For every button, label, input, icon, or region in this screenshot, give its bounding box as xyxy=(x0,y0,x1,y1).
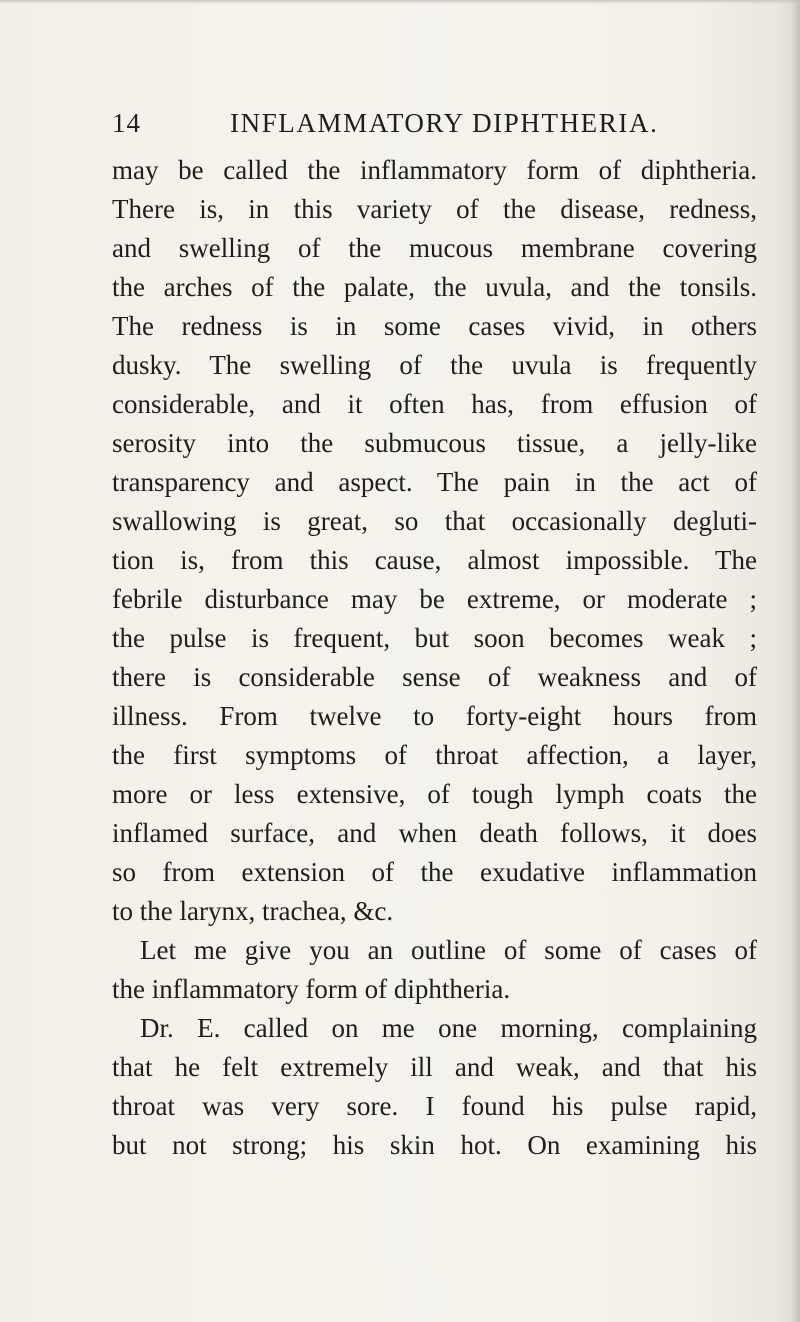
running-head: INFLAMMATORY DIPHTHERIA. xyxy=(230,108,659,138)
text-line: tion is, from this cause, almost impossible. The xyxy=(112,545,757,575)
text-line: There is, in this variety of the disease, redness, xyxy=(112,194,757,224)
page-number: 14 xyxy=(112,108,141,138)
text-line: so from extension of the exudative inflammation xyxy=(112,857,757,887)
paragraph-start-line: Let me give you an outline of some of cases of xyxy=(140,935,757,965)
text-line: the first symptoms of throat affection, a layer, xyxy=(112,740,757,770)
paragraph-end-line: the inflammatory form of diphtheria. xyxy=(112,974,511,1004)
text-line: may be called the inflammatory form of diphtheria. xyxy=(112,155,757,185)
text-line: and swelling of the mucous membrane covering xyxy=(112,233,757,263)
text-line: the pulse is frequent, but soon becomes weak ; xyxy=(112,623,757,653)
page-header xyxy=(112,108,672,148)
text-line: the arches of the palate, the uvula, and the tonsils. xyxy=(112,272,757,302)
text-line: The redness is in some cases vivid, in others xyxy=(112,311,757,341)
body-text xyxy=(112,151,757,1165)
text-line: serosity into the submucous tissue, a jelly-like xyxy=(112,428,757,458)
text-line: illness. From twelve to forty-eight hours from xyxy=(112,701,757,731)
text-line: febrile disturbance may be extreme, or moderate ; xyxy=(112,584,757,614)
page-top-edge xyxy=(0,0,800,4)
paragraph-start-line: Dr. E. called on me one morning, complaining xyxy=(140,1013,757,1043)
text-line: that he felt extremely ill and weak, and that his xyxy=(112,1052,757,1082)
text-line: more or less extensive, of tough lymph coats the xyxy=(112,779,757,809)
text-line: considerable, and it often has, from effusion of xyxy=(112,389,757,419)
text-line: dusky. The swelling of the uvula is frequently xyxy=(112,350,757,380)
text-line: throat was very sore. I found his pulse rapid, xyxy=(112,1091,757,1121)
page-right-edge xyxy=(792,0,800,1322)
text-line: there is considerable sense of weakness and of xyxy=(112,662,757,692)
paragraph-end-line: to the larynx, trachea, &c. xyxy=(112,896,394,926)
text-line: inflamed surface, and when death follows, it does xyxy=(112,818,757,848)
text-line: transparency and aspect. The pain in the act of xyxy=(112,467,757,497)
text-line: swallowing is great, so that occasionally degluti- xyxy=(112,506,757,536)
text-line: but not strong; his skin hot. On examining his xyxy=(112,1130,757,1160)
